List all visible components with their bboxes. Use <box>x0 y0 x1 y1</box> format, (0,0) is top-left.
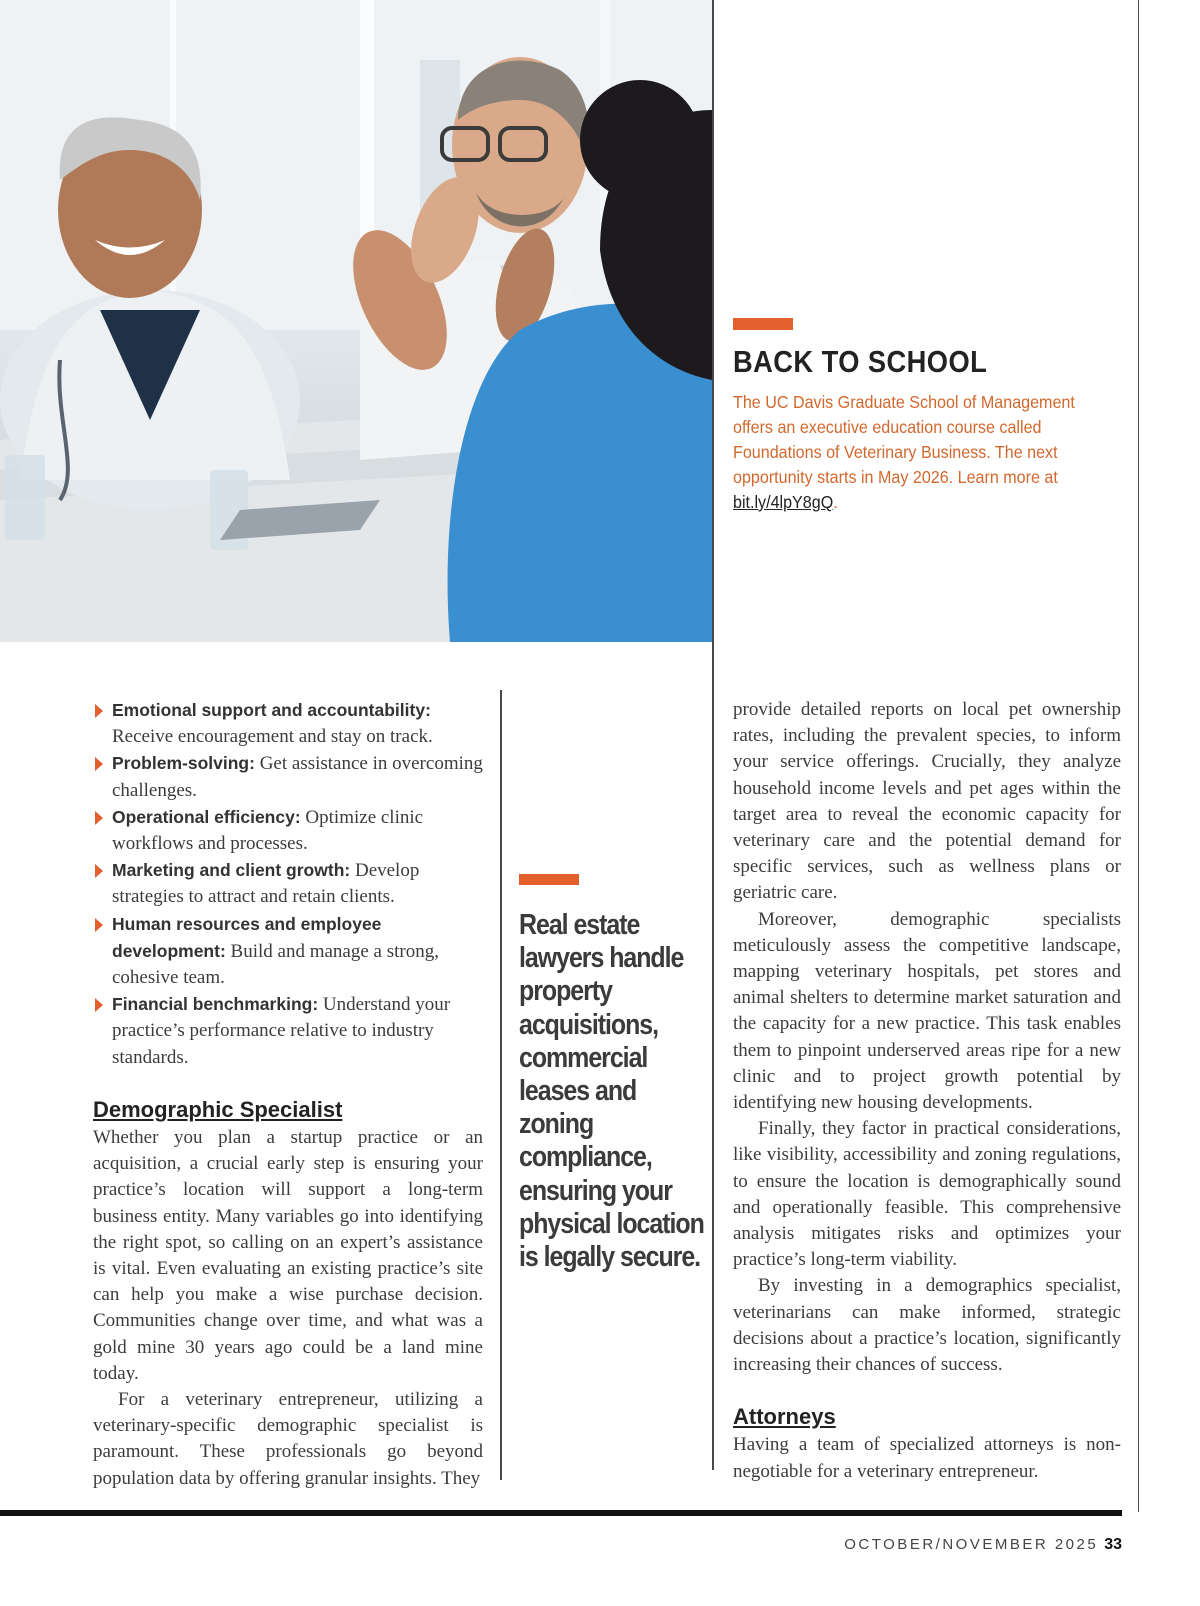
list-item <box>93 804 483 857</box>
arrow-bullet-icon <box>95 811 103 825</box>
arrow-bullet-icon <box>95 757 103 771</box>
column-divider-rule <box>500 690 502 1480</box>
bullet-term: Operational efficiency: <box>112 806 301 827</box>
sidebar-end: . <box>833 492 838 512</box>
folio <box>844 1536 1122 1554</box>
list-item <box>93 911 483 992</box>
sidebar-link[interactable]: bit.ly/4lpY8gQ <box>733 492 834 512</box>
bullet-text: Build and manage a strong, cohesive team. <box>112 940 439 989</box>
bullet-term: Financial benchmarking: <box>112 994 319 1015</box>
page-number: 33 <box>1104 1536 1122 1553</box>
bullet-text: Receive encouragement and stay on track. <box>112 726 433 748</box>
section-heading-attorneys: Attorneys <box>733 1404 836 1430</box>
demographic-paragraph-2: For a veterinary entrepreneur, utilizing a veterinary-specific demographic specialist is paramount. These professionals go beyond population data by offering granular insights. They <box>93 1389 483 1489</box>
list-item <box>93 991 483 1071</box>
sidebar-body-text: The UC Davis Graduate School of Management offers an executive education course called Foundations of Veterinary Business. The next opportunity starts in May 2026. Learn more at <box>733 392 1075 487</box>
bullet-term: Human resources and employee development: <box>112 913 382 961</box>
arrow-bullet-icon <box>95 998 103 1012</box>
benefits-list <box>93 697 483 1071</box>
bullet-term: Problem-solving: <box>112 753 255 774</box>
left-column <box>93 697 483 1492</box>
section-heading-demographic: Demographic Specialist <box>93 1096 343 1122</box>
sidebar-title: BACK TO SCHOOL <box>733 344 988 379</box>
pull-quote-accent-bar <box>519 874 579 885</box>
right-paragraph-1: provide detailed reports on local pet ownership rates, including the prevalent species, to inform your service offerings. Crucially, they analyze household income levels and pet ages within the target area to reveal the economic capacity for veterinary care and the potential demand for specific services, such as wellness plans or geriatric care. <box>733 699 1121 904</box>
right-column <box>733 697 1121 1485</box>
bullet-text: Get assistance in overcoming challenges. <box>112 753 483 801</box>
sidebar-body <box>733 390 1092 515</box>
list-item <box>93 857 483 910</box>
list-item <box>93 750 483 803</box>
sidebar-accent-bar <box>733 318 793 330</box>
arrow-bullet-icon <box>95 918 103 932</box>
list-item <box>93 697 483 750</box>
bullet-text: Optimize clinic workflows and processes. <box>112 806 424 855</box>
bullet-term: Emotional support and accountability: <box>112 700 431 720</box>
footer-rule <box>0 1510 1122 1516</box>
right-edge-rule <box>1138 0 1139 1512</box>
meeting-illustration <box>0 0 712 642</box>
attorneys-paragraph: Having a team of specialized attorneys is non-negotiable for a veterinary entrepreneur. <box>733 1434 1121 1482</box>
right-paragraph-4: By investing in a demographics specialist, veterinarians can make informed, strategic decisions about a practice’s location, significantly increasing their chances of success. <box>733 1275 1121 1376</box>
issue-date: OCTOBER/NOVEMBER 2025 <box>844 1536 1099 1553</box>
arrow-bullet-icon <box>95 864 103 878</box>
bullet-text: Develop strategies to attract and retain clients. <box>112 860 420 908</box>
right-paragraph-3: Finally, they factor in practical considerations, like visibility, accessibility and zoning regulations, to ensure the location is demographically sound and operationally feasible. This comprehensive analysis mitigates risks and optimizes your practice’s long-term viability. <box>733 1118 1121 1271</box>
pull-quote <box>519 874 719 1274</box>
arrow-bullet-icon <box>95 704 103 718</box>
demographic-paragraph-1: Whether you plan a startup practice or an acquisition, a crucial early step is ensuring your practice’s location will support a long-term business entity. Many variables go into identifying the right spot, so calling on an expert’s assistance is vital. Even evaluating an existing practice’s site can help you make a wise purchase decision. Communities change over time, and what was a gold mine 30 years ago could be a land mine today. <box>93 1127 483 1384</box>
hero-photo <box>0 0 712 642</box>
sidebar-back-to-school <box>733 318 1103 515</box>
bullet-term: Marketing and client growth: <box>112 860 351 881</box>
bullet-text: Understand your practice’s performance relative to industry standards. <box>112 994 451 1068</box>
pull-quote-text: Real estate lawyers handle property acquisitions, commercial leases and zoning compliance, ensuring your physical location is legally secure. <box>519 909 704 1274</box>
right-paragraph-2: Moreover, demographic specialists meticulously assess the competitive landscape, mapping veterinary hospitals, pet stores and animal shelters to determine market saturation and the capacity for a new practice. This task enables them to pinpoint underserved areas ripe for a new clinic and to project growth potential by identifying new housing developments. <box>733 908 1121 1114</box>
